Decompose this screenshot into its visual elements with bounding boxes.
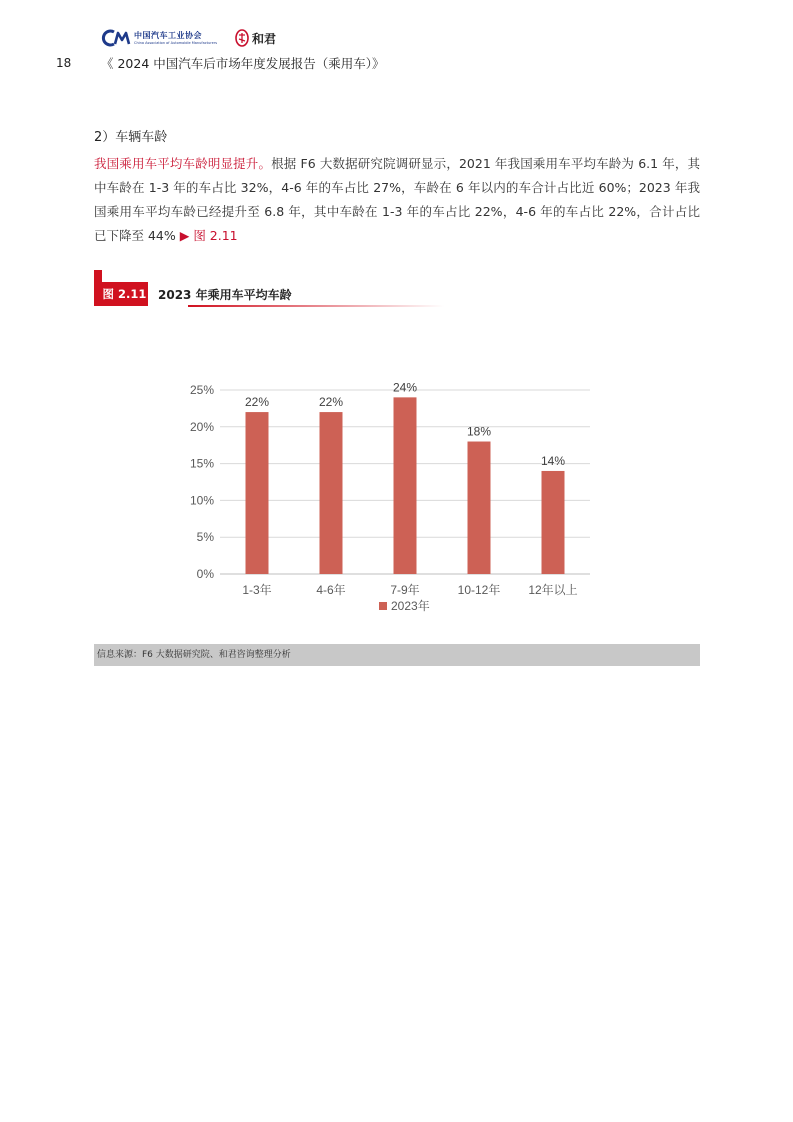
figure-reference-link[interactable]: ▶ 图 2.11 — [179, 228, 238, 243]
hejun-seal-icon — [235, 29, 249, 47]
body-text: 根据 F6 大数据研究院调研显示，2021 年我国乘用车平均车龄为 6.1 年，其中车龄在 1-3 年的车占比 32%，4-6 年的车占比 27%，车龄在 6 年以内的车合计占比近 60%；2023 年我国乘用车平均车龄已经提升至 6.8 年，其中车龄在 1-3 年的车占比 22%，4-6 年的车占比 22%，合计占比已下降至 44% — [94, 156, 700, 243]
data-label: 14% — [540, 453, 566, 468]
y-tick-label: 25% — [189, 383, 214, 397]
data-label: 22% — [244, 395, 270, 410]
bar — [246, 412, 269, 574]
bar-chart — [170, 370, 600, 625]
highlight-text: 我国乘用车平均车龄明显提升。 — [94, 156, 272, 171]
figure-underline — [188, 305, 444, 307]
chart-svg — [170, 370, 600, 625]
caam-logo-subtext: China Association of Automobile Manufacturers — [134, 40, 218, 45]
body-paragraph — [94, 152, 700, 248]
data-label: 24% — [392, 380, 418, 395]
legend-label: 2023年 — [391, 599, 430, 613]
hejun-logo-text: 和君 — [252, 31, 277, 46]
bar — [394, 397, 417, 574]
caam-logo-icon — [101, 29, 131, 47]
section-heading: 2）车辆车龄 — [94, 130, 168, 145]
figure-title: 2023 年乘用车平均车龄 — [158, 288, 292, 302]
page-number: 18 — [56, 56, 72, 70]
x-tick-label: 12年以上 — [528, 583, 578, 597]
data-label: 22% — [318, 395, 344, 410]
bar — [320, 412, 343, 574]
report-title: 《 2024 中国汽车后市场年度发展报告（乘用车）》 — [101, 56, 385, 71]
y-tick-label: 15% — [189, 456, 214, 471]
y-tick-label: 20% — [189, 419, 214, 434]
bar — [468, 442, 491, 574]
x-tick-label: 7-9年 — [390, 583, 420, 597]
data-label: 18% — [466, 424, 492, 439]
caam-logo-text: 中国汽车工业协会 — [134, 30, 202, 40]
x-tick-label: 1-3年 — [242, 583, 272, 597]
legend-swatch — [379, 602, 387, 610]
y-tick-label: 5% — [196, 530, 214, 545]
y-tick-label: 10% — [189, 493, 214, 508]
source-note: 信息来源：F6 大数据研究院、和君咨询整理分析 — [94, 644, 700, 666]
y-tick-label: 0% — [196, 567, 214, 581]
x-tick-label: 10-12年 — [457, 583, 501, 597]
figure-banner — [94, 270, 444, 310]
header-logos — [101, 28, 276, 48]
bar — [542, 471, 565, 574]
x-tick-label: 4-6年 — [316, 583, 346, 597]
figure-tag: 图 2.11 — [101, 282, 148, 306]
